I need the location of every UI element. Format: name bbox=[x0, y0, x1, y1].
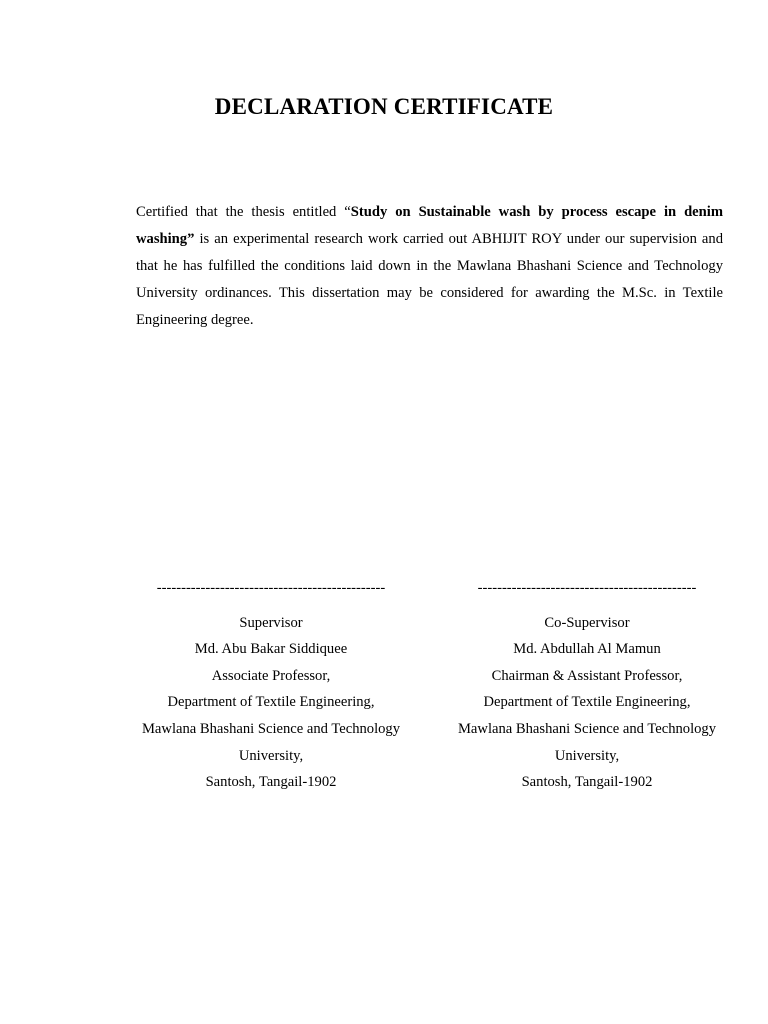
signature-line: --------------------------------------------- bbox=[477, 580, 697, 596]
signature-name: Md. Abu Bakar Siddiquee bbox=[194, 641, 348, 658]
statement-intro: Certified that the thesis entitled “ bbox=[136, 204, 351, 220]
signature-department: Department of Textile Engineering, bbox=[167, 694, 375, 711]
signature-university-cont: University, bbox=[554, 747, 620, 764]
signature-address: Santosh, Tangail-1902 bbox=[521, 774, 653, 791]
signature-name: Md. Abdullah Al Mamun bbox=[513, 641, 661, 658]
signature-position: Chairman & Assistant Professor, bbox=[491, 667, 683, 684]
signature-role: Co-Supervisor bbox=[544, 614, 630, 631]
thesis-title: Study on Sustainable wash by process escape in denim washing” bbox=[136, 204, 723, 247]
statement-rest: is an experimental research work carried out ABHIJIT ROY under our supervision and that he has fulfilled the conditions laid down in the Mawlana Bhashani Science and Technology University ordinances. This dissertation may be considered for awarding the M.Sc. in Textile Engineering degree. bbox=[136, 231, 723, 328]
signature-line: ----------------------------------------------- bbox=[156, 580, 386, 596]
certificate-statement bbox=[136, 199, 723, 334]
signature-department: Department of Textile Engineering, bbox=[483, 694, 691, 711]
signature-address: Santosh, Tangail-1902 bbox=[205, 774, 337, 791]
supervisor-signature-block bbox=[133, 575, 409, 796]
page-title: DECLARATION CERTIFICATE bbox=[214, 94, 554, 119]
signature-position: Associate Professor, bbox=[211, 667, 331, 684]
signature-role: Supervisor bbox=[239, 614, 303, 631]
co-supervisor-signature-block bbox=[449, 575, 725, 796]
signature-university-cont: University, bbox=[238, 747, 304, 764]
signature-university: Mawlana Bhashani Science and Technology bbox=[457, 720, 717, 737]
signature-university: Mawlana Bhashani Science and Technology bbox=[141, 720, 401, 737]
